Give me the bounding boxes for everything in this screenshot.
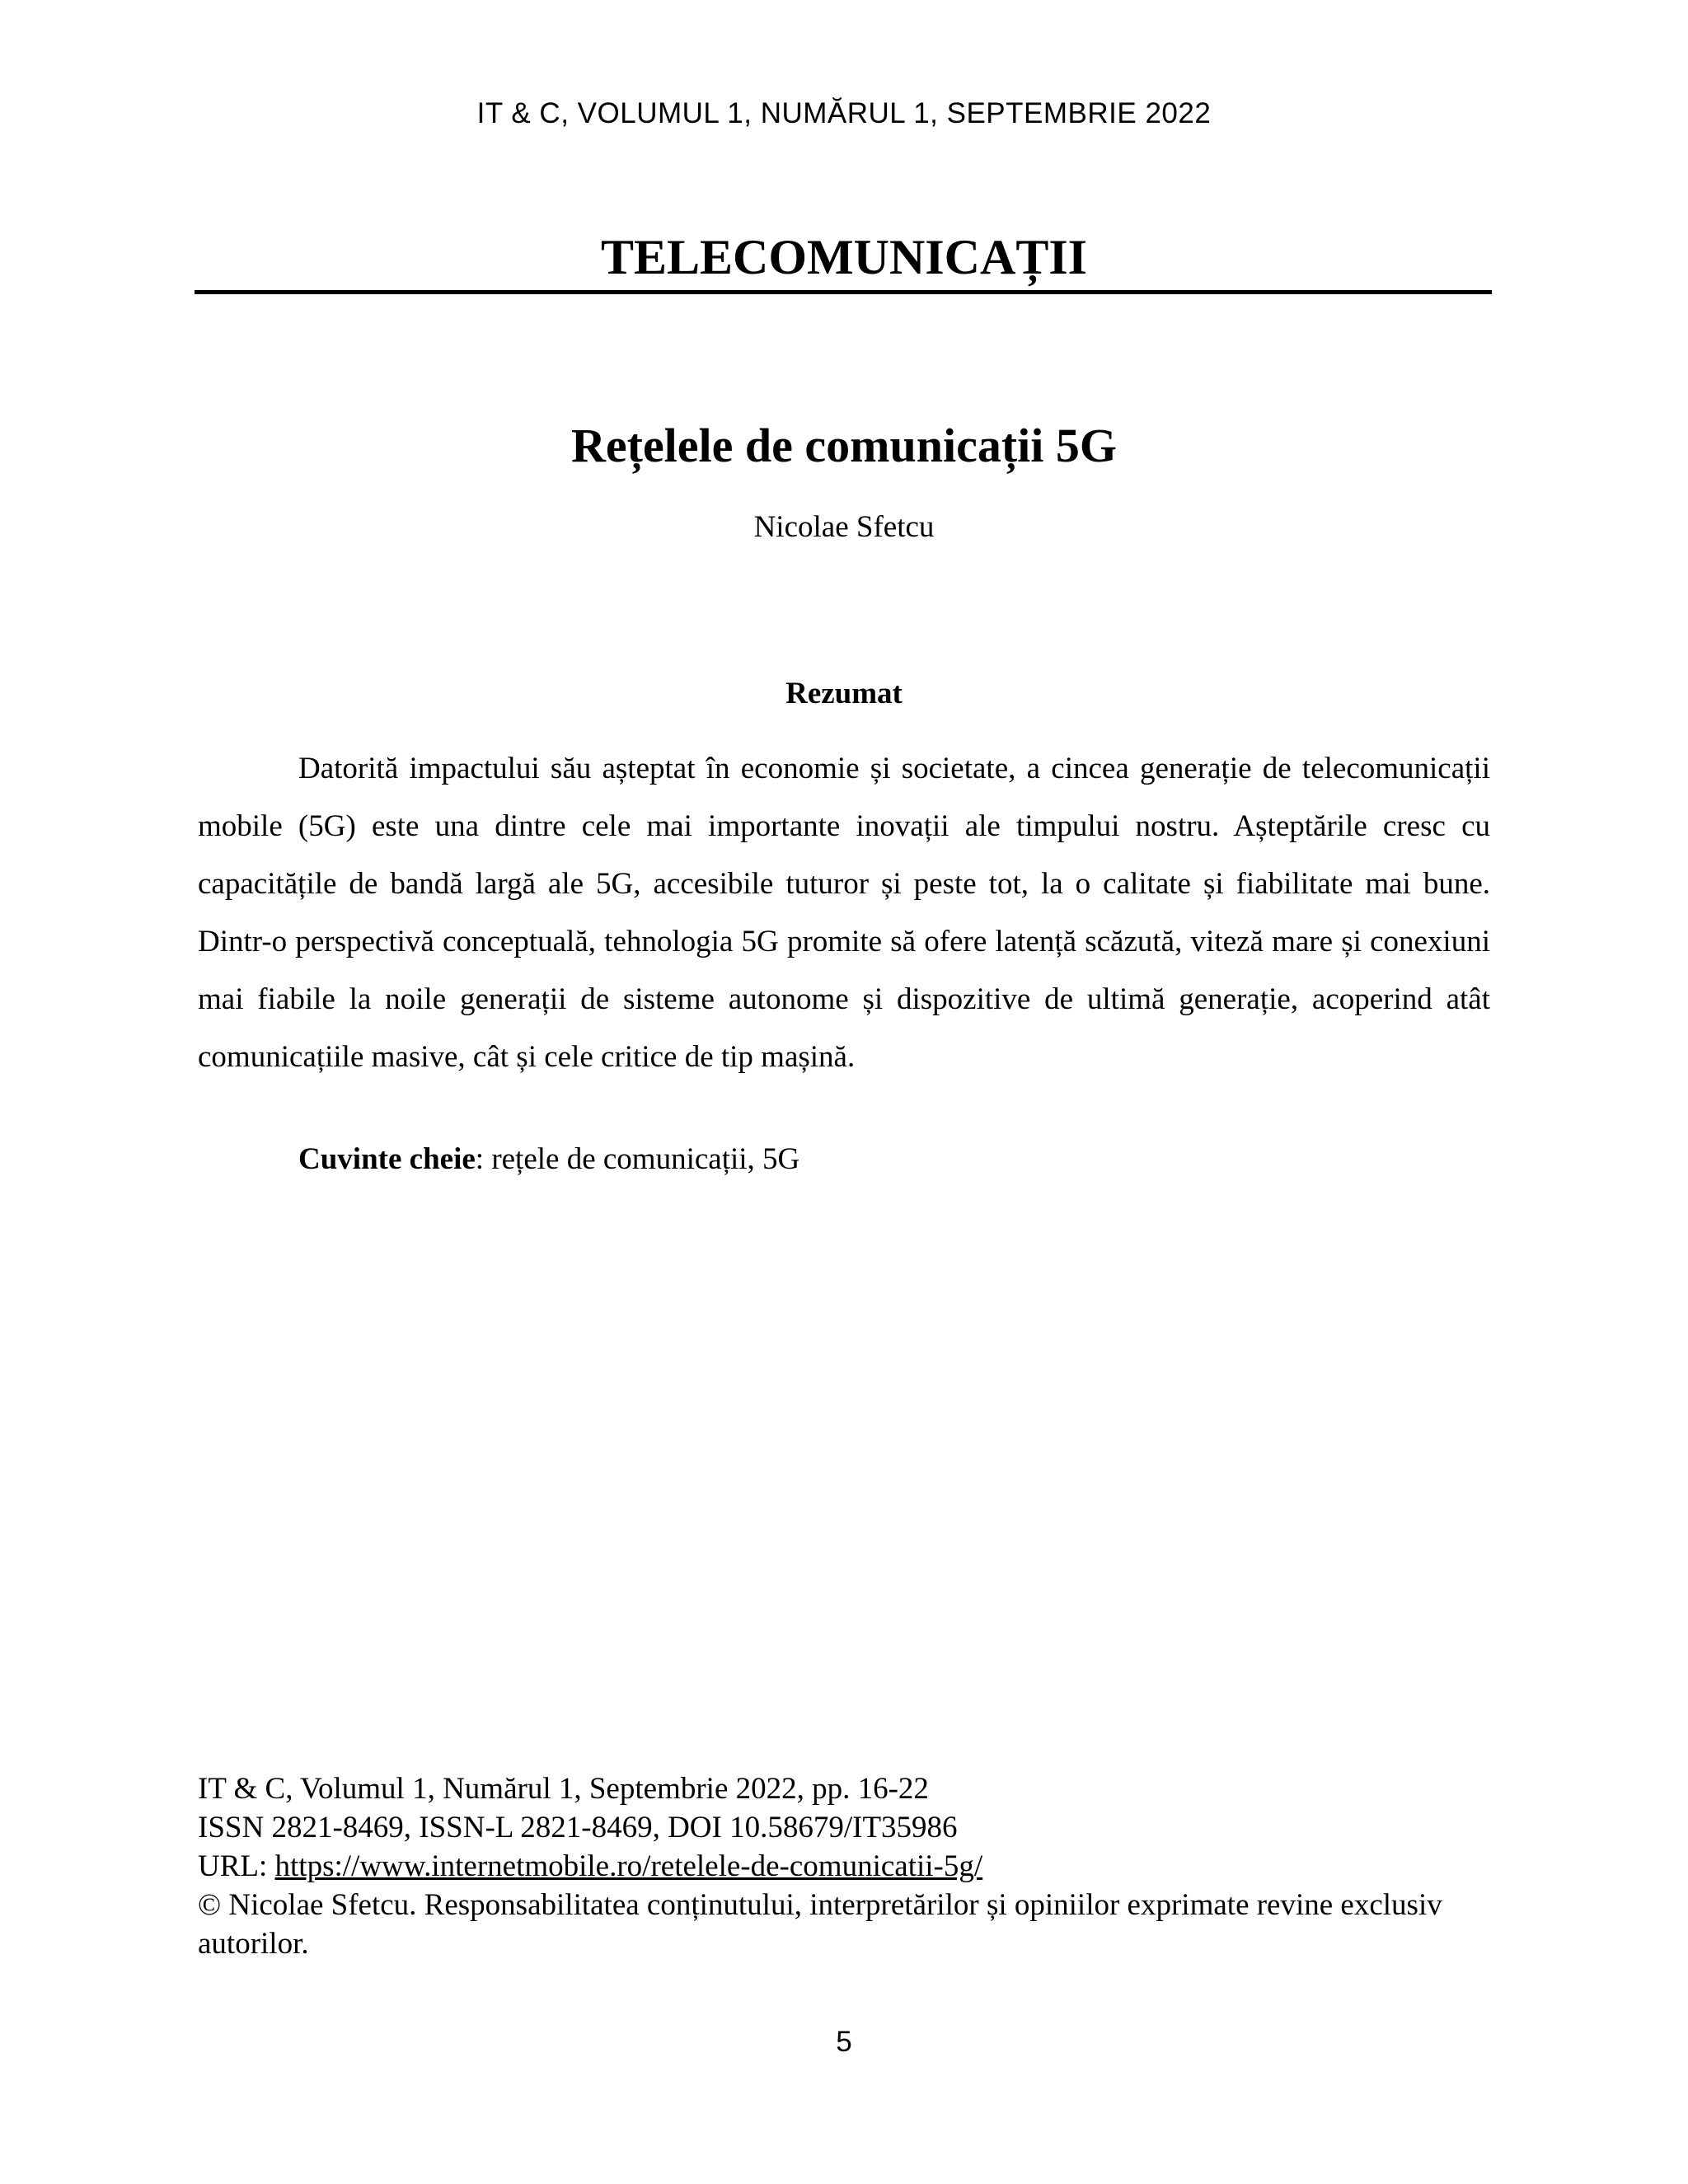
page-number: 5 bbox=[836, 2026, 852, 2058]
keywords-label: Cuvinte cheie bbox=[298, 1142, 476, 1176]
citation-issue: IT & C, Volumul 1, Numărul 1, Septembrie 2022, pp. 16-22 bbox=[198, 1772, 929, 1806]
citation-identifiers: ISSN 2821-8469, ISSN-L 2821-8469, DOI 10.58679/IT35986 bbox=[198, 1811, 958, 1844]
citation-copyright: © Nicolae Sfetcu. Responsabilitatea conținutului, interpretărilor și opiniilor exprimate revine exclusiv autorilor. bbox=[198, 1888, 1442, 1961]
citation-url-line bbox=[198, 1847, 1500, 1886]
keywords-value: rețele de comunicații, 5G bbox=[484, 1142, 800, 1176]
running-head: IT & C, VOLUMUL 1, NUMĂRUL 1, SEPTEMBRIE 2022 bbox=[476, 97, 1212, 129]
author-name: Nicolae Sfetcu bbox=[753, 510, 935, 544]
keywords bbox=[298, 1141, 799, 1177]
citation-url-link[interactable]: https://www.internetmobile.ro/retelele-de-comunicatii-5g/ bbox=[274, 1849, 983, 1883]
section-divider bbox=[195, 290, 1492, 294]
citation-url-label: URL: bbox=[198, 1849, 275, 1883]
section-title: TELECOMUNICAȚII bbox=[600, 230, 1088, 284]
article-title: Rețelele de comunicații 5G bbox=[571, 419, 1117, 472]
abstract-body: Datorită impactului său așteptat în economie și societate, a cincea generație de telecomunicații mobile (5G) este una dintre cele mai importante inovații ale timpului nostru. Așteptările cresc cu capacitățile de bandă largă ale 5G, accesibile tuturor și peste tot, la o calitate și fiabilitate mai bune. Dintr-o perspectivă conceptuală, tehnologia 5G promite să ofere latență scăzută, viteză mare și conexiuni mai fiabile la noile generații de sisteme autonome și dispozitive de ultimă generație, acoperind atât comunicațiile masive, cât și cele critice de tip mașină. bbox=[198, 752, 1490, 1074]
keywords-separator: : bbox=[475, 1142, 485, 1176]
abstract-heading: Rezumat bbox=[785, 677, 903, 710]
citation-block bbox=[198, 1769, 1500, 1963]
